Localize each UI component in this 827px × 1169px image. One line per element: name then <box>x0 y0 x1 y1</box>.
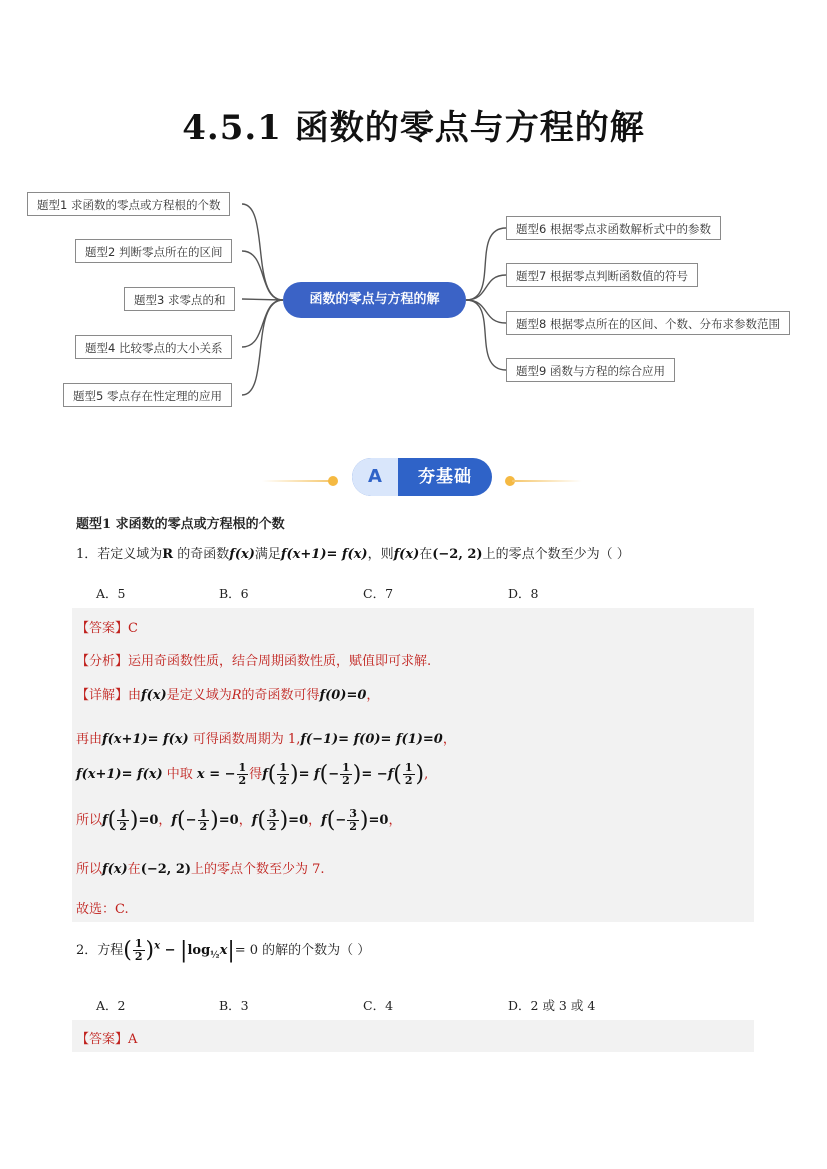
q1-detail-eq: x = − <box>196 767 236 782</box>
mindmap-topic-8: 题型8 根据零点所在的区间、个数、分布求参数范围 <box>506 311 790 335</box>
q1-detail-eq: f(0)=0 <box>319 688 367 703</box>
q2-solution-box <box>72 1020 754 1052</box>
q2-option-d[interactable]: D．2 或 3 或 4 <box>508 998 596 1013</box>
section-banner <box>352 458 492 496</box>
q1-detail-text: 在 <box>127 862 141 877</box>
q1-interval: (−2, 2) <box>432 547 483 562</box>
q2-number: 2．方程 <box>76 943 124 958</box>
q1-detail-text: 所以 <box>76 813 103 828</box>
q1-detail-func: f(x) <box>102 862 128 877</box>
q1-detail-domain: R <box>231 688 242 703</box>
q1-detail-text: ， <box>442 732 456 747</box>
q1-detail-text: 再由 <box>76 732 103 747</box>
banner-letter: A <box>352 458 398 496</box>
q1-detail-func: f(x) <box>141 688 167 703</box>
q1-detail-text: 是定义域为 <box>166 688 232 703</box>
q1-func: f(x) <box>229 547 255 562</box>
mindmap-topic-6: 题型6 根据零点求函数解析式中的参数 <box>506 216 721 240</box>
q1-detail-text: 上的零点个数至少为 7. <box>191 862 325 877</box>
mindmap-topic-7: 题型7 根据零点判断函数值的符号 <box>506 263 698 287</box>
q2-option-c[interactable]: C．4 <box>363 998 394 1013</box>
q1-text-3: ，则 <box>367 547 394 562</box>
q1-answer-value: C <box>128 621 138 636</box>
q1-option-d[interactable]: D．8 <box>508 586 539 601</box>
q1-text-5: 上的零点个数至少为（ ） <box>482 547 630 562</box>
q2-var: x <box>219 943 228 958</box>
page-title: 4.5.1 函数的零点与方程的解 <box>182 108 645 148</box>
q2-log: log <box>187 943 211 958</box>
q1-analysis-text: 运用奇函数性质，结合周期函数性质，赋值即可求解. <box>128 654 432 669</box>
q1-analysis-label: 【分析】 <box>76 654 129 669</box>
banner-dot-left <box>328 476 338 486</box>
q1-number: 1．若定义域为 <box>76 547 163 562</box>
q1-answer <box>76 617 138 636</box>
q1-detail-interval: (−2, 2) <box>140 862 192 877</box>
q1-detail-eq: f(x+1)= f(x) <box>102 732 189 747</box>
q1-func-2: f(x) <box>393 547 420 562</box>
mindmap-topic-2: 题型2 判断零点所在的区间 <box>75 239 232 263</box>
q1-text-2: 满足 <box>254 547 281 562</box>
q2-minus: − <box>160 943 181 958</box>
q1-domain: R <box>162 547 174 562</box>
q1-text-1: 的奇函数 <box>173 547 230 562</box>
q1-detail-text: 所以 <box>76 862 103 877</box>
section-heading: 题型1 求函数的零点或方程根的个数 <box>76 517 285 532</box>
q1-text-4: 在 <box>419 547 433 562</box>
q2-option-b[interactable]: B．3 <box>219 998 249 1013</box>
mindmap-topic-4: 题型4 比较零点的大小关系 <box>75 335 232 359</box>
q1-detail-eq: f(x+1)= f(x) <box>76 767 163 782</box>
mindmap-topic-9: 题型9 函数与方程的综合应用 <box>506 358 675 382</box>
fraction: $\frac{1}{2}$ <box>238 761 247 787</box>
banner-line-left <box>262 480 334 482</box>
q1-detail-text: 的奇函数可得 <box>241 688 320 703</box>
q1-detail-text: 得 <box>249 767 263 782</box>
q1-conclusion: 故选：C. <box>76 902 129 917</box>
q2-option-a[interactable]: A．2 <box>96 998 126 1013</box>
q1-option-c[interactable]: C．7 <box>363 586 394 601</box>
q1-equation: f(x+1)= f(x) <box>280 547 368 562</box>
q1-detail-label: 【详解】 <box>76 688 129 703</box>
q2-answer-value: A <box>128 1032 138 1047</box>
mindmap-center: 函数的零点与方程的解 <box>283 282 466 318</box>
q1-detail-line-1 <box>76 684 379 703</box>
question-2: 2．方程( $\frac{1}{2}$ )$^x - |\log_{\frac{1}{2}}x|= 0$ 的解的个数为（ ） <box>76 937 371 963</box>
q2-answer <box>76 1028 137 1047</box>
banner-line-right <box>512 480 582 482</box>
q1-solution-box <box>72 608 754 922</box>
q1-detail-text: 由 <box>128 688 142 703</box>
question-1 <box>76 543 630 562</box>
mindmap-topic-3: 题型3 求零点的和 <box>124 287 235 311</box>
q1-detail-text: 中取 <box>162 767 197 782</box>
q1-detail-text: ， <box>366 688 380 703</box>
mindmap-topic-1: 题型1 求函数的零点或方程根的个数 <box>27 192 230 216</box>
q1-answer-label: 【答案】 <box>76 621 129 636</box>
q2-tail: = 0 的解的个数为（ ） <box>234 943 371 958</box>
q1-option-a[interactable]: A．5 <box>96 586 126 601</box>
q1-detail-line-3: f(x+1)= f(x) 中取 x = − $\frac{1}{2}$ 得f( $\frac{1}{2}$ )= f(− $\frac{1}{2}$ )= −f( $\frac{1}{2}$ ), <box>76 761 429 787</box>
mindmap-topic-5: 题型5 零点存在性定理的应用 <box>63 383 232 407</box>
q2-answer-label: 【答案】 <box>76 1032 129 1047</box>
q1-analysis <box>76 650 431 669</box>
q1-detail-eq: f(−1)= f(0)= f(1)=0 <box>300 732 443 747</box>
banner-text: 夯基础 <box>418 467 472 487</box>
q1-detail-text: 可得函数周期为 1, <box>188 732 301 747</box>
q1-option-b[interactable]: B．6 <box>219 586 249 601</box>
q1-detail-line-5 <box>76 858 325 877</box>
q1-detail-line-4: 所以f( $\frac{1}{2}$ )=0，f(− $\frac{1}{2}$ )=0，f( $\frac{3}{2}$ )=0，f(− $\frac{3}{2}$ )=0， <box>76 807 402 833</box>
q1-detail-line-2 <box>76 728 456 747</box>
